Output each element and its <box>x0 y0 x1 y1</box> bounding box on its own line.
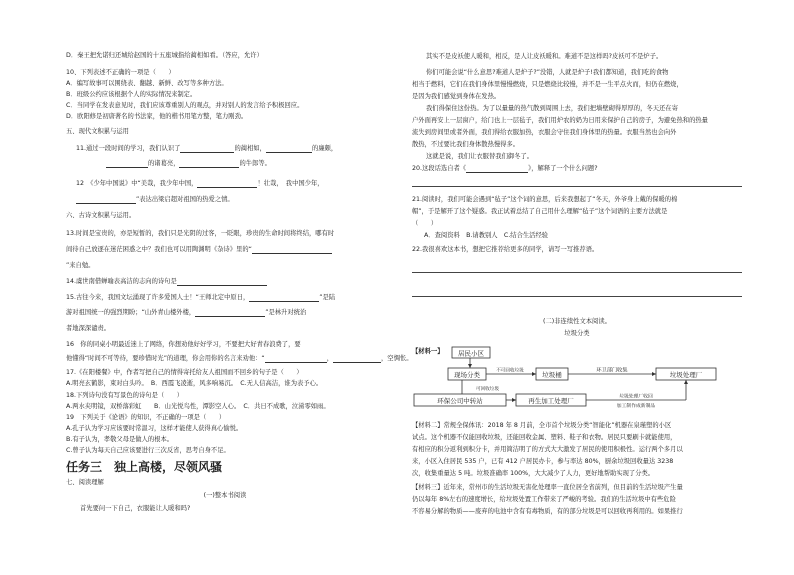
q21-line3: （ ） <box>412 220 438 227</box>
material-1-label: 【材料一】 <box>412 348 444 355</box>
q15-blank-2[interactable] <box>195 309 265 317</box>
material-2-line4: 来，小区入住居民 535 户，已有 412 户居民办卡，参与率达 80%，厨余垃圾回收量达 3238 <box>412 458 674 465</box>
q13-line2 <box>66 246 332 254</box>
flow-regen-plant: 再生加工处理厂 <box>528 397 574 405</box>
material-3-line3: 不容易分解的物质——废弃的电池中含有有毒物质，有的部分垃圾是可以回收再利用的。如果推行 <box>412 508 683 515</box>
flow-collect-station: 环保公司中转站 <box>437 397 483 405</box>
material-2-line2: 试点。这个机器不仅能回收垃圾，还能回收金属、塑料、鞋子和衣物。居民只要刷卡就能使用， <box>412 434 677 441</box>
flow-plant-1: 垃圾处理厂 <box>669 371 703 379</box>
q11-line2 <box>106 160 271 168</box>
q14-line <box>66 278 267 286</box>
q16-blank-1[interactable] <box>265 355 327 363</box>
q20-line <box>412 165 598 173</box>
flow-residential: 居民小区 <box>458 349 484 358</box>
material-2-line1: 【材料二】常规全保体讯：2018 年 8 月前，全市首个垃圾分类“智能化”机器在泉瑾塑的小区 <box>412 422 672 429</box>
q22-stem: 22.我很喜欢这本书，想把它推荐给更多的同学，请写一写推荐语。 <box>412 246 599 253</box>
q15-blank-1[interactable] <box>249 294 319 302</box>
q15-line2 <box>66 309 306 317</box>
q15-text-a: 15.古往今来，我国文坛涌现了许多爱国人士！“王师北定中原日， <box>66 294 250 302</box>
flow-transport-1: 环卫部门收集 <box>596 367 628 374</box>
q11-line1 <box>76 145 337 153</box>
q12-text-b: ！壮哉， 我中国少年， <box>257 180 324 188</box>
passage-line-3: 相当于燃料，它们在我们身体里慢慢燃烧，只是燃烧比较慢，并不是一生平点火而，但仍在燃烧， <box>412 81 683 88</box>
flow-non-recyclable: 不可回收垃圾 <box>496 368 524 374</box>
q19-option-c: C.曾子认为每天自己应该要进行三次反省，思考自身不足。 <box>66 447 230 454</box>
q22-answer-line-2[interactable] <box>412 296 742 297</box>
q10-option-b: B．班级公约应该根据个人的实际情况来制定。 <box>66 91 197 98</box>
q15-text-c: 游对祖国统一的强烈期盼；“山外青山楼外楼， <box>66 309 196 317</box>
q20-text-b: 》，解释了一个什么问题? <box>528 165 598 173</box>
subsection-2-title: (二)非连续性文本阅读。 <box>543 318 611 325</box>
q15-line1 <box>66 294 335 302</box>
reading-first-line: 首先要问一下自己，衣服能让人暖和吗? <box>80 505 191 512</box>
q11-text-d: 的诸葛亮， <box>148 160 180 168</box>
material-3-line1: 【材料三】近年来，常州市的生活垃圾无害化处理率一直位居全省前列，但目前的生活垃圾产生量 <box>412 484 683 491</box>
q12-blank-1[interactable] <box>197 180 257 188</box>
q10-option-a: A．编写故事可以围绕表、翻越、新鲜、改写等多种方法。 <box>66 80 228 87</box>
q11-blank-3[interactable] <box>106 160 148 168</box>
passage-line-8: 散热，不过要比我们身体散热慢得多。 <box>412 141 520 148</box>
passage-line-6: 户外面再安上一层窗户，给门也上一层毡子，我们用炉农的奶为日用来保护自己的房子，为避免热和的热量 <box>412 117 708 124</box>
q16-line1: 16 你的同桌小明最近迷上了网络，你想劝他好好学习，不要把大好青春浪费了，要 <box>66 341 301 348</box>
q16-text-c: ， <box>326 355 333 363</box>
q12-text-c: ”表达出梁启超对祖国的热爱之情。 <box>136 196 234 204</box>
q11-blank-4[interactable] <box>179 160 239 168</box>
q13-text-b: 间待自己放逐在迷茫困惑之中？我们也可以用陶渊明《杂诗》里的“ <box>66 246 252 254</box>
q21-line1: 21.阅读时，我们可能会遇到“毡子”这个词的意思，后来我想起了“冬天，外爷身上戴的保暖的棉 <box>412 196 678 203</box>
passage-line-7: 流失到房间里或者外面，我们得给衣服加热，衣服会守住我们身体里的热量。衣服当然也会向外 <box>412 129 677 136</box>
q13-blank[interactable] <box>252 246 332 254</box>
q20-text-a: 20.这段话选自者《 <box>412 165 467 173</box>
q11-text-a: 11.通过一段时间的学习，我们认识了 <box>76 145 181 153</box>
flow-new-product: 加工制作成新制品 <box>616 404 656 409</box>
q21-options: A．查阅资料 B.请教别人 C.结合生活经验 <box>424 232 549 239</box>
q16-line2 <box>66 355 412 363</box>
q21-line2: 帽”，于是解开了这个疑惑。我正试着总结了自己用什么理解“毡子”这个词语的主要方法就是 <box>412 208 668 215</box>
q14-text: 14.虞世南借蝉喻表高洁的志向的诗句是 <box>66 278 177 286</box>
passage-line-9: 这就是说，我们让衣服替我们御冬了。 <box>426 153 534 160</box>
q9-option-d: D．秦王把允诺归还城给赵国的十五座城指给蔺相如看。（答应，允许） <box>66 52 263 59</box>
q12-text-a: 12 《少年中国说》中“美哉，我少年中国， <box>76 180 198 188</box>
q11-blank-1[interactable] <box>180 145 234 153</box>
q18-options: A.两水夹明镜，双桥落彩虹 B．山光悦鸟性，潭影空人心。 C．共日不成歌，泣涕零如雨。 <box>66 403 330 410</box>
passage-line-2: 你们可能会说“什么意思?难道人是炉子?”没错，人就是炉子!我们都知道，我们吃的食物 <box>426 69 669 76</box>
q17-options: A.明亮玄鹤影，束对白头吟。 B．西霞飞凌逝，风多响易沉。 C.无人信高洁，谁为表予心。 <box>66 380 323 387</box>
q16-text-d: ，空惆怅。 <box>381 355 413 363</box>
q22-answer-line-1[interactable] <box>412 272 742 273</box>
q18-stem: 18.下列诗句没有写景色的诗句是（ ） <box>66 392 184 399</box>
q11-blank-2[interactable] <box>266 145 312 153</box>
material-2-line3: 有相应的积分返利到积分卡，并用简洁明了的方式大大激发了居民的使用积极性。运行两个多月以 <box>412 446 683 453</box>
q11-text-b: 的蔺相如， <box>234 145 266 153</box>
q14-blank[interactable] <box>177 278 267 286</box>
q13-line1: 13.时间是宝贵的，亦是短暂的，我们只是光阴的过客，一眨眼，珍贵的生命时间将终结，哪有时 <box>66 230 335 237</box>
material-2-line5: 次，收集重量达 5 吨。垃圾准确率 100%，大大减少了人力，更好地帮助实现了分类。 <box>412 470 655 477</box>
garbage-sorting-title: 垃圾分类 <box>564 330 590 337</box>
q19-stem: 19 下列关于《论语》的知识，不正确的一项是（ ） <box>66 414 226 421</box>
q11-text-e: 的牛郎等。 <box>239 160 271 168</box>
flow-on-site: 现场分类 <box>454 371 480 379</box>
flow-recyclable: 可回收垃圾 <box>476 387 499 392</box>
q19-option-b: B.有子认为，孝敬父母是做人的根本。 <box>66 436 174 443</box>
section-7-heading: 七、阅读理解 <box>66 479 104 486</box>
subsection-1-title: (一)整本书阅读 <box>203 492 247 499</box>
q13-line3: ”来自勉。 <box>66 262 95 269</box>
q16-blank-2[interactable] <box>333 355 381 363</box>
q10-option-d: D．欧阳修是初唐著名的书法家，他的楷书用笔方整，笔力刚劲。 <box>66 113 248 120</box>
passage-line-4: 是因为我们感觉到身体在发热。 <box>412 93 501 100</box>
q10-title: 10、下列表述不正确的一项是（ ） <box>66 69 175 76</box>
q15-text-d: ”是林升对统治 <box>265 309 307 317</box>
q12-line1 <box>76 180 324 188</box>
material-3-line2: 仍以每年 8%左右的速度增长，给垃圾处置工作带来了严峻的考验。我们的生活垃圾中有些危险 <box>412 496 676 503</box>
q12-blank-2[interactable] <box>76 196 136 204</box>
passage-line-5: 我们得保住这份热。为了以量量的热气散到周围上去，我们把墙壁砌得厚厚的，冬天还在寄 <box>426 105 678 112</box>
section-5-heading: 五、现代文积累与运用 <box>66 128 129 135</box>
flow-transport-2: 垃圾处理厂收回 <box>619 394 653 400</box>
q16-text-b: 他懂得“时间不可等待，要珍惜时光”的道理，你会用你的名言来劝他：“ <box>66 355 265 363</box>
flow-bin: 垃圾桶 <box>542 371 562 379</box>
q17-stem: 17.《在阳楼餐》中，作者写把自己的情得寄托给友人祖国而不回乡的句子是（ ） <box>66 369 303 376</box>
q11-text-c: 的廉颇， <box>311 145 338 153</box>
passage-line-1: 其实不是皮袄使人暖和，相反，是人让皮袄暖和。难道不是这样吗?皮袄可不是炉子。 <box>426 53 663 60</box>
garbage-flow-diagram <box>412 346 742 412</box>
q20-blank[interactable] <box>466 165 528 173</box>
q15-text-b: ”是陆 <box>319 294 336 302</box>
q15-line3: 者地深深谴责。 <box>66 325 111 332</box>
section-6-heading: 六、古诗文积累与运用。 <box>66 212 136 219</box>
q12-line2 <box>76 196 234 204</box>
task-3-heading: 任务三 独上高楼，尽领风骚 <box>66 460 223 474</box>
q20-answer-line[interactable] <box>412 186 742 187</box>
q19-option-a: A.孔子认为学习应该要时常温习，这样才能使人获得真心愉悦。 <box>66 425 243 432</box>
q10-option-c: C．当同学在发表意见时，我们应该尊重别人的观点，并对别人的发言给予积极回应。 <box>66 102 304 109</box>
